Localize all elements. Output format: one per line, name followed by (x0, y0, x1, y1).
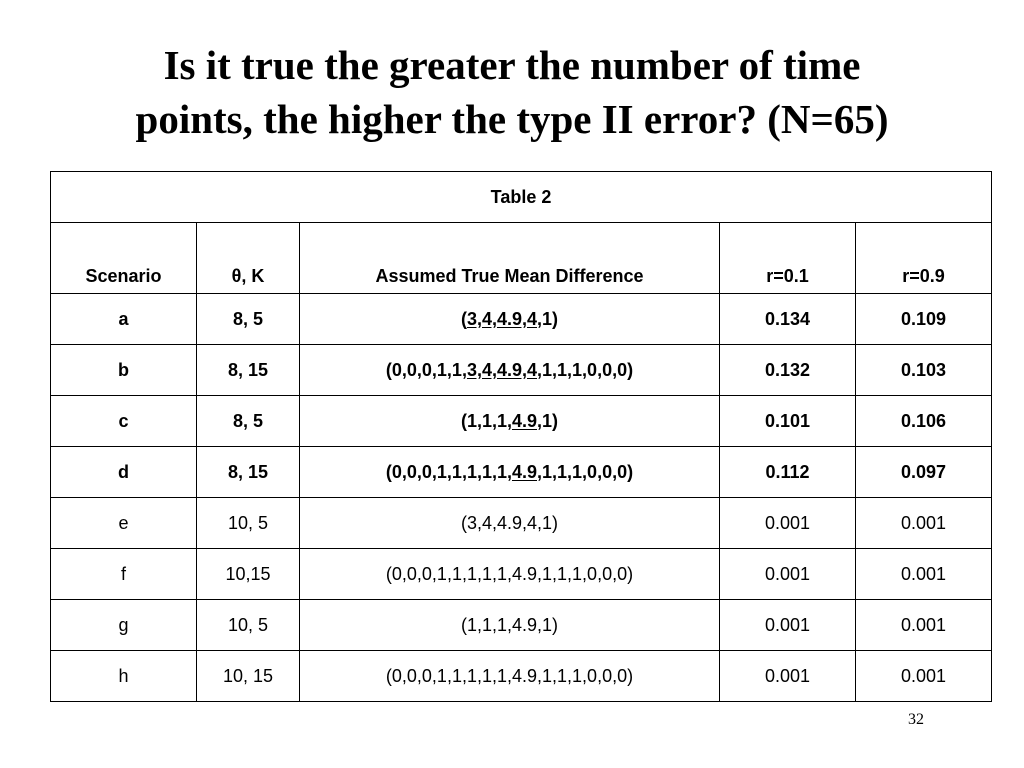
cell-scenario: f (51, 549, 197, 600)
cell-r-0-9: 0.001 (856, 549, 992, 600)
cell-scenario: e (51, 498, 197, 549)
cell-r-0-9: 0.097 (856, 447, 992, 498)
cell-r-0-9: 0.001 (856, 600, 992, 651)
cell-r-0-1: 0.001 (720, 600, 856, 651)
cell-r-0-1: 0.001 (720, 651, 856, 702)
cell-r-0-1: 0.112 (720, 447, 856, 498)
header-r-0-9: r=0.9 (856, 223, 992, 294)
slide-title-line-2: points, the higher the type II error? (N=65) (135, 96, 889, 142)
table-row (51, 447, 992, 498)
cell-scenario: g (51, 600, 197, 651)
table-row (51, 345, 992, 396)
cell-scenario: b (51, 345, 197, 396)
table-header-row (51, 223, 992, 294)
cell-r-0-1: 0.101 (720, 396, 856, 447)
slide-title-line-1: Is it true the greater the number of time (163, 42, 861, 88)
table-row (51, 651, 992, 702)
cell-theta-k: 10, 5 (197, 600, 300, 651)
table-caption: Table 2 (51, 172, 992, 223)
cell-mean-difference: (0,0,0,1,1,3,4,4.9,4,1,1,1,0,0,0) (300, 345, 720, 396)
header-r-0-1: r=0.1 (720, 223, 856, 294)
header-mean-difference: Assumed True Mean Difference (300, 223, 720, 294)
table-row (51, 294, 992, 345)
results-table (50, 171, 992, 702)
cell-theta-k: 10, 15 (197, 651, 300, 702)
header-scenario: Scenario (51, 223, 197, 294)
cell-scenario: h (51, 651, 197, 702)
cell-r-0-1: 0.001 (720, 498, 856, 549)
cell-r-0-1: 0.134 (720, 294, 856, 345)
table-row (51, 498, 992, 549)
cell-r-0-9: 0.103 (856, 345, 992, 396)
cell-r-0-1: 0.132 (720, 345, 856, 396)
page-number: 32 (908, 711, 924, 728)
cell-theta-k: 8, 15 (197, 447, 300, 498)
cell-r-0-1: 0.001 (720, 549, 856, 600)
cell-r-0-9: 0.106 (856, 396, 992, 447)
table-row (51, 396, 992, 447)
header-theta-k: θ, K (197, 223, 300, 294)
cell-theta-k: 10,15 (197, 549, 300, 600)
table-row (51, 600, 992, 651)
cell-mean-difference: (0,0,0,1,1,1,1,1,4.9,1,1,1,0,0,0) (300, 447, 720, 498)
cell-mean-difference: (3,4,4.9,4,1) (300, 294, 720, 345)
cell-mean-difference: (0,0,0,1,1,1,1,1,4.9,1,1,1,0,0,0) (300, 549, 720, 600)
cell-theta-k: 10, 5 (197, 498, 300, 549)
cell-r-0-9: 0.001 (856, 498, 992, 549)
cell-theta-k: 8, 5 (197, 294, 300, 345)
cell-scenario: d (51, 447, 197, 498)
cell-scenario: a (51, 294, 197, 345)
cell-mean-difference: (1,1,1,4.9,1) (300, 396, 720, 447)
table-row (51, 549, 992, 600)
table-caption-row (51, 172, 992, 223)
cell-mean-difference: (1,1,1,4.9,1) (300, 600, 720, 651)
cell-mean-difference: (0,0,0,1,1,1,1,1,4.9,1,1,1,0,0,0) (300, 651, 720, 702)
slide-title (0, 38, 1024, 146)
cell-r-0-9: 0.109 (856, 294, 992, 345)
cell-r-0-9: 0.001 (856, 651, 992, 702)
cell-mean-difference: (3,4,4.9,4,1) (300, 498, 720, 549)
cell-scenario: c (51, 396, 197, 447)
cell-theta-k: 8, 15 (197, 345, 300, 396)
cell-theta-k: 8, 5 (197, 396, 300, 447)
